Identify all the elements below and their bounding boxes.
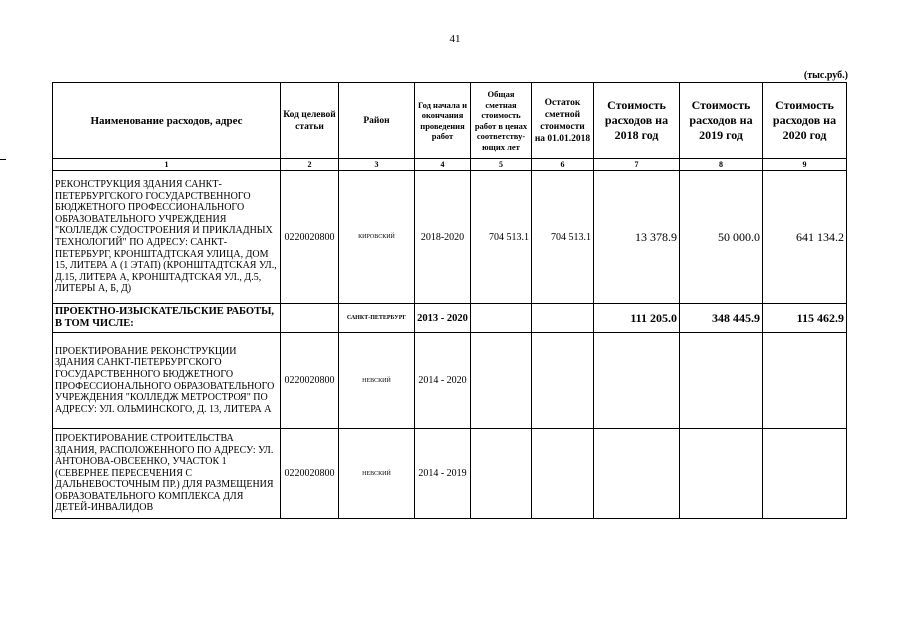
header-district: Район [339,83,415,159]
column-number: 5 [471,159,532,171]
row-period: 2018-2020 [415,171,471,304]
column-number-row [53,159,847,171]
table-row [53,304,847,333]
row-remainder [532,304,594,333]
row-2020 [763,333,847,429]
row-2020 [763,429,847,519]
row-total: 704 513.1 [471,171,532,304]
header-2018: Стоимость расходов на 2018 год [594,83,680,159]
row-2018 [594,429,680,519]
header-name: Наименование расходов, адрес [53,83,281,159]
header-row [53,83,847,159]
row-total [471,304,532,333]
row-remainder [532,333,594,429]
header-remainder: Остаток сметной стоимости на 01.01.2018 [532,83,594,159]
column-number: 6 [532,159,594,171]
row-total [471,333,532,429]
units-label: (тыс.руб.) [803,70,848,81]
row-period: 2014 - 2020 [415,333,471,429]
row-2020: 641 134.2 [763,171,847,304]
row-period: 2014 - 2019 [415,429,471,519]
header-total: Общая сметная стоимость работ в ценах соответству-ющих лет [471,83,532,159]
row-name: РЕКОНСТРУКЦИЯ ЗДАНИЯ САНКТ-ПЕТЕРБУРГСКОГО ГОСУДАРСТВЕННОГО БЮДЖЕТНОГО ПРОФЕССИОНАЛЬНОГО ОБРАЗОВАТЕЛЬНОГО УЧРЕЖДЕНИЯ "КОЛЛЕДЖ СУДОСТРОЕНИЯ И ПРИКЛАДНЫХ ТЕХНОЛОГИЙ" ПО АДРЕСУ: САНКТ-ПЕТЕРБУРГ, КРОНШТАДТСКАЯ УЛИЦА, ДОМ 15, ЛИТЕРА А (1 ЭТАП) (КРОНШТАДТСКАЯ УЛ., Д.15, ЛИТЕРА А, КРОНШТАДТСКАЯ УЛ., Д.5, ЛИТЕРЫ А, Б, Д) [53,171,281,304]
row-remainder [532,429,594,519]
row-2018: 111 205.0 [594,304,680,333]
row-code: 0220020800 [281,429,339,519]
header-code: Код целевой статьи [281,83,339,159]
row-name: ПРОЕКТНО-ИЗЫСКАТЕЛЬСКИЕ РАБОТЫ, В ТОМ ЧИСЛЕ: [53,304,281,333]
table-row [53,333,847,429]
row-code: 0220020800 [281,171,339,304]
row-2019: 50 000.0 [680,171,763,304]
row-2019: 348 445.9 [680,304,763,333]
row-remainder: 704 513.1 [532,171,594,304]
column-number: 1 [53,159,281,171]
header-2020: Стоимость расходов на 2020 год [763,83,847,159]
row-total [471,429,532,519]
margin-mark [0,159,6,160]
row-code: 0220020800 [281,333,339,429]
column-number: 7 [594,159,680,171]
column-number: 9 [763,159,847,171]
row-2018 [594,333,680,429]
row-name: ПРОЕКТИРОВАНИЕ РЕКОНСТРУКЦИИ ЗДАНИЯ САНКТ-ПЕТЕРБУРГСКОГО ГОСУДАРСТВЕННОГО БЮДЖЕТНОГО ПРОФЕССИОНАЛЬНОГО ОБРАЗОВАТЕЛЬНОГО УЧРЕЖДЕНИЯ "КОЛЛЕДЖ МЕТРОСТРОЯ" ПО АДРЕСУ: УЛ. ОЛЬМИНСКОГО, Д. 13, ЛИТЕРА А [53,333,281,429]
row-2019 [680,429,763,519]
row-2018: 13 378.9 [594,171,680,304]
row-period: 2013 - 2020 [415,304,471,333]
header-period: Год начала и окончания проведения работ [415,83,471,159]
table-row [53,171,847,304]
table-row [53,429,847,519]
column-number: 4 [415,159,471,171]
row-district: КИРОВСКИЙ [339,171,415,304]
column-number: 3 [339,159,415,171]
row-2019 [680,333,763,429]
row-district: НЕВСКИЙ [339,429,415,519]
header-2019: Стоимость расходов на 2019 год [680,83,763,159]
page-number: 41 [449,33,461,45]
row-district: САНКТ-ПЕТЕРБУРГ [339,304,415,333]
row-2020: 115 462.9 [763,304,847,333]
row-code [281,304,339,333]
budget-table [52,82,847,519]
row-district: НЕВСКИЙ [339,333,415,429]
column-number: 8 [680,159,763,171]
column-number: 2 [281,159,339,171]
row-name: ПРОЕКТИРОВАНИЕ СТРОИТЕЛЬСТВА ЗДАНИЯ, РАСПОЛОЖЕННОГО ПО АДРЕСУ: УЛ. АНТОНОВА-ОВСЕЕНКО, УЧАСТОК 1 (СЕВЕРНЕЕ ПЕРЕСЕЧЕНИЯ С ДАЛЬНЕВОСТОЧНЫМ ПР.) ДЛЯ РАЗМЕЩЕНИЯ ОБРАЗОВАТЕЛЬНОГО КОМПЛЕКСА ДЛЯ ДЕТЕЙ-ИНВАЛИДОВ [53,429,281,519]
